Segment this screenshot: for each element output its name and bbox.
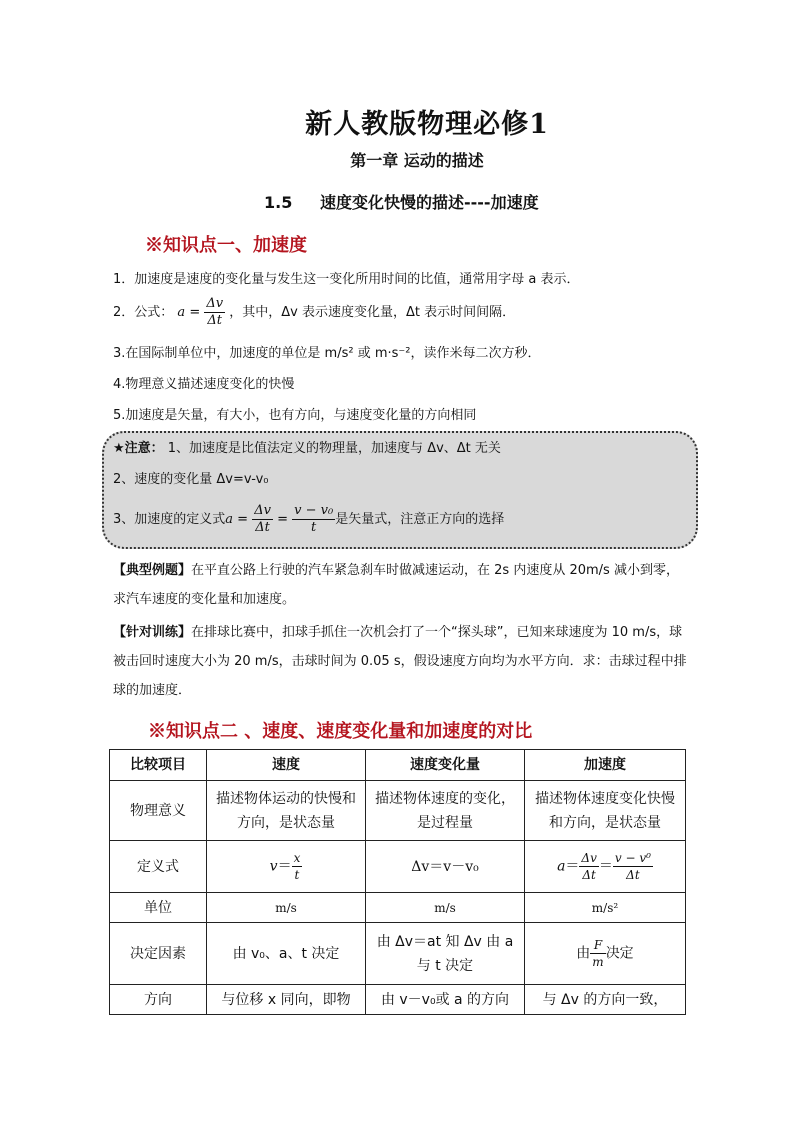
knowledge-point-1-heading: ※知识点一、加速度	[145, 235, 307, 256]
table-row	[110, 781, 686, 841]
table-row	[110, 893, 686, 923]
table-header-cell: 速度	[207, 750, 366, 781]
table-cell-acceleration-formula: a＝ $\frac{\Delta v}{\Delta t}$ ＝ $\frac{\text{v − v⁰}}{\Delta t}$	[525, 841, 686, 893]
chapter-title: 第一章 运动的描述	[350, 151, 484, 170]
table-cell: m/s	[366, 893, 525, 923]
table-cell: 物理意义	[110, 781, 207, 841]
table-cell: 与 Δv 的方向一致，	[525, 985, 686, 1015]
table-row	[110, 923, 686, 985]
table-cell: 与位移 x 同向，即物	[207, 985, 366, 1015]
example-paragraph: 【典型例题】在平直公路上行驶的汽车紧急刹车时做减速运动，在 2s 内速度从 20m/s 减小到零，求汽车速度的变化量和加速度。	[113, 563, 679, 607]
kp1-line-3: 3.在国际制单位中，加速度的单位是 m/s² 或 m·s⁻²，读作米每二次方秒．	[113, 346, 541, 361]
table-cell: 定义式	[110, 841, 207, 893]
table-cell: Δv＝v－v₀	[366, 841, 525, 893]
table-cell: 描述物体速度变化快慢和方向，是状态量	[525, 781, 686, 841]
table-cell: 方向	[110, 985, 207, 1015]
comparison-table	[109, 749, 686, 1015]
table-cell: 决定因素	[110, 923, 207, 985]
table-cell: 由 Δv＝at 知 Δv 由 a 与 t 决定	[366, 923, 525, 985]
training-paragraph: 【针对训练】在排球比赛中，扣球手抓住一次机会打了一个“探头球”，已知来球速度为 10 m/s，球被击回时速度大小为 20 m/s，击球时间为 0.05 s，假设速度方向均为水平方向．求：击球过程中排球的加速度．	[113, 625, 687, 698]
training-tag: 【针对训练】	[113, 625, 192, 640]
table-cell-force-ratio: 由 $\frac{F}{m}$ 决定	[525, 923, 686, 985]
table-header-cell: 比较项目	[110, 750, 207, 781]
kp1-line-2: 2．公式： a = $\frac{\Delta v}{\Delta t}$ ，其中，Δv 表示速度变化量，Δt 表示时间间隔．	[113, 296, 516, 328]
page-title: 新人教版物理必修1	[305, 109, 549, 140]
table-cell: 描述物体运动的快慢和方向，是状态量	[207, 781, 366, 841]
formula-fraction: $\frac{\Delta v}{\Delta t}$	[206, 296, 224, 328]
knowledge-point-2-heading: ※知识点二 、速度、速度变化量和加速度的对比	[148, 721, 533, 742]
example-tag: 【典型例题】	[113, 563, 192, 578]
table-row	[110, 985, 686, 1015]
table-cell: m/s	[207, 893, 366, 923]
table-header-row	[110, 750, 686, 781]
table-cell: 描述物体速度的变化，是过程量	[366, 781, 525, 841]
table-header-cell: 速度变化量	[366, 750, 525, 781]
table-cell: 单位	[110, 893, 207, 923]
kp1-line-4: 4.物理意义描述速度变化的快慢	[113, 377, 295, 392]
table-cell: m/s²	[525, 893, 686, 923]
table-header-cell: 加速度	[525, 750, 686, 781]
section-number: 1.5	[264, 193, 293, 212]
note-line-2: 2、速度的变化量 Δv=v-v₀	[113, 472, 269, 487]
table-cell: 由 v－v₀或 a 的方向	[366, 985, 525, 1015]
note-star: ★注意：	[113, 441, 164, 456]
section-title	[264, 190, 539, 213]
kp1-line-5: 5.加速度是矢量，有大小，也有方向，与速度变化量的方向相同	[113, 408, 477, 423]
section-name: 速度变化快慢的描述----加速度	[320, 193, 539, 212]
note-line-1: ★注意： 1、加速度是比值法定义的物理量，加速度与 Δv、Δt 无关	[113, 441, 501, 456]
table-cell-velocity-formula: v＝ $\frac{x}{t}$	[207, 841, 366, 893]
formula-a: a	[177, 305, 186, 320]
table-cell: 由 v₀、a、t 决定	[207, 923, 366, 985]
kp1-line-1: 1．加速度是速度的变化量与发生这一变化所用时间的比值，通常用字母 a 表示．	[113, 272, 580, 287]
note-line-3: 3、加速度的定义式a = $\frac{\Delta v}{\Delta t}$ = $\frac{\text{v − v₀}}{t}$ 是矢量式，注意正方向的选择	[113, 503, 505, 535]
table-row	[110, 841, 686, 893]
